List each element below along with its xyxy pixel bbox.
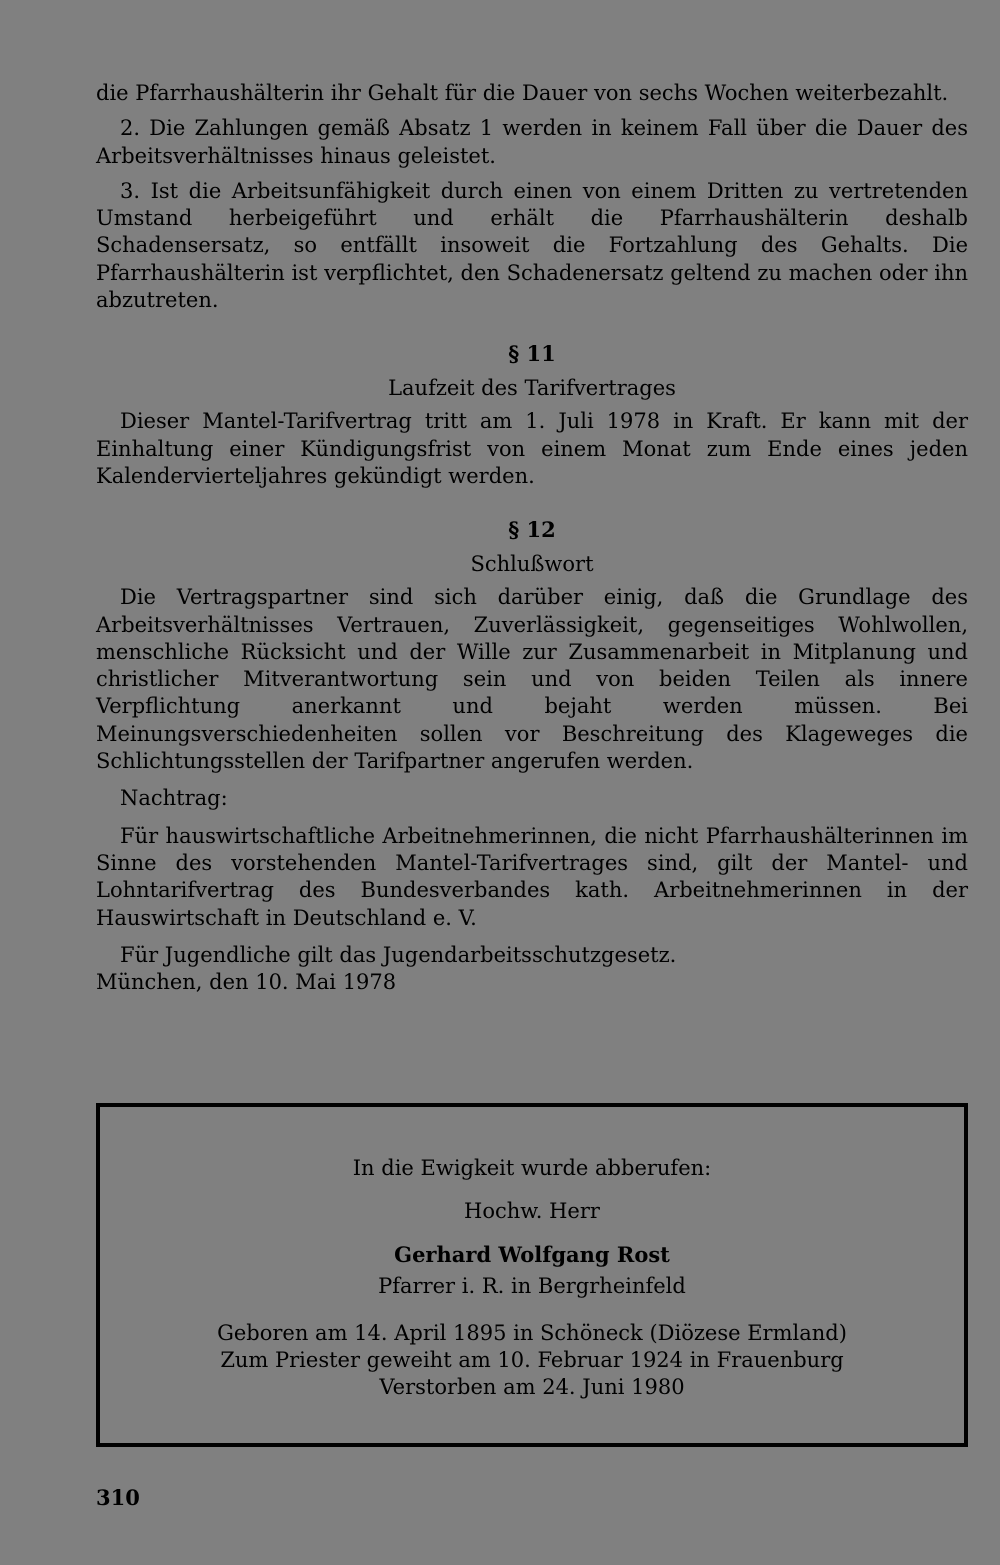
paragraph-2: 2. Die Zahlungen gemäß Absatz 1 werden in keinem Fall über die Dauer des Arbeitsverhältnisses hinaus geleistet. (96, 116, 968, 168)
memorial-name: Gerhard Wolfgang Rost (394, 1242, 670, 1267)
page-content (96, 80, 968, 996)
paragraph-continuation: die Pfarrhaushälterin ihr Gehalt für die Dauer von sechs Wochen weiterbezahlt. (96, 81, 949, 105)
memorial-intro: In die Ewigkeit wurde abberufen: (352, 1156, 712, 1180)
paragraph-3: 3. Ist die Arbeitsunfähigkeit durch einen von einem Dritten zu vertretenden Umstand herbeigeführt und erhält die Pfarrhaushälterin deshalb Schadensersatz, so entfällt insoweit die Fortzahlung des Gehalts. Die Pfarrhaushälterin ist verpflichtet, den Schadenersatz geltend zu machen oder ihn abzutreten. (96, 178, 968, 313)
section-11-number: § 11 (508, 341, 556, 367)
section-12-text: Die Vertragspartner sind sich darüber einig, daß die Grundlage des Arbeitsverhältnisses Vertrauen, Zuverlässigkeit, gegenseitiges Wohlwollen, menschliche Rücksicht und der Wille zur Zusammenarbeit in Mitplanung und christlicher Mitverantwortung sein und von beiden Teilen als innere Verpflichtung anerkannt und bejaht werden müssen. Bei Meinungsverschiedenheiten sollen vor Beschreitung des Klageweges die Schlichtungsstellen der Tarifpartner angerufen werden. (96, 585, 968, 774)
memorial-title: Hochw. Herr (464, 1199, 600, 1223)
place-date: München, den 10. Mai 1978 (96, 970, 397, 995)
youth-protection-note: Für Jugendliche gilt das Jugendarbeitsschutzgesetz. (120, 942, 677, 967)
section-12-title: Schlußwort (470, 552, 594, 577)
memorial-notice-box (96, 1103, 968, 1447)
memorial-died: Verstorben am 24. Juni 1980 (379, 1375, 685, 1399)
section-11-title: Laufzeit des Tarifvertrages (388, 376, 676, 401)
section-12-number: § 12 (508, 517, 556, 543)
memorial-role: Pfarrer i. R. in Bergrheinfeld (378, 1274, 686, 1298)
memorial-born: Geboren am 14. April 1895 in Schöneck (Diözese Ermland) (217, 1321, 847, 1345)
nachtrag-text: Für hauswirtschaftliche Arbeitnehmerinnen, die nicht Pfarrhaushälterinnen im Sinne des vorstehenden Mantel-Tarifvertrages sind, gilt der Mantel- und Lohntarifvertrag des Bundesverbandes kath. Arbeitnehmerinnen in der Hauswirtschaft in Deutschland e. V. (96, 823, 968, 930)
section-11-text: Dieser Mantel-Tarifvertrag tritt am 1. Juli 1978 in Kraft. Er kann mit der Einhaltung einer Kündigungsfrist von einem Monat zum Ende eines jeden Kalendervierteljahres gekündigt werden. (96, 409, 968, 488)
nachtrag-heading: Nachtrag: (120, 786, 228, 811)
memorial-ordained: Zum Priester geweiht am 10. Februar 1924 in Frauenburg (220, 1348, 844, 1372)
page-number: 310 (96, 1485, 140, 1510)
